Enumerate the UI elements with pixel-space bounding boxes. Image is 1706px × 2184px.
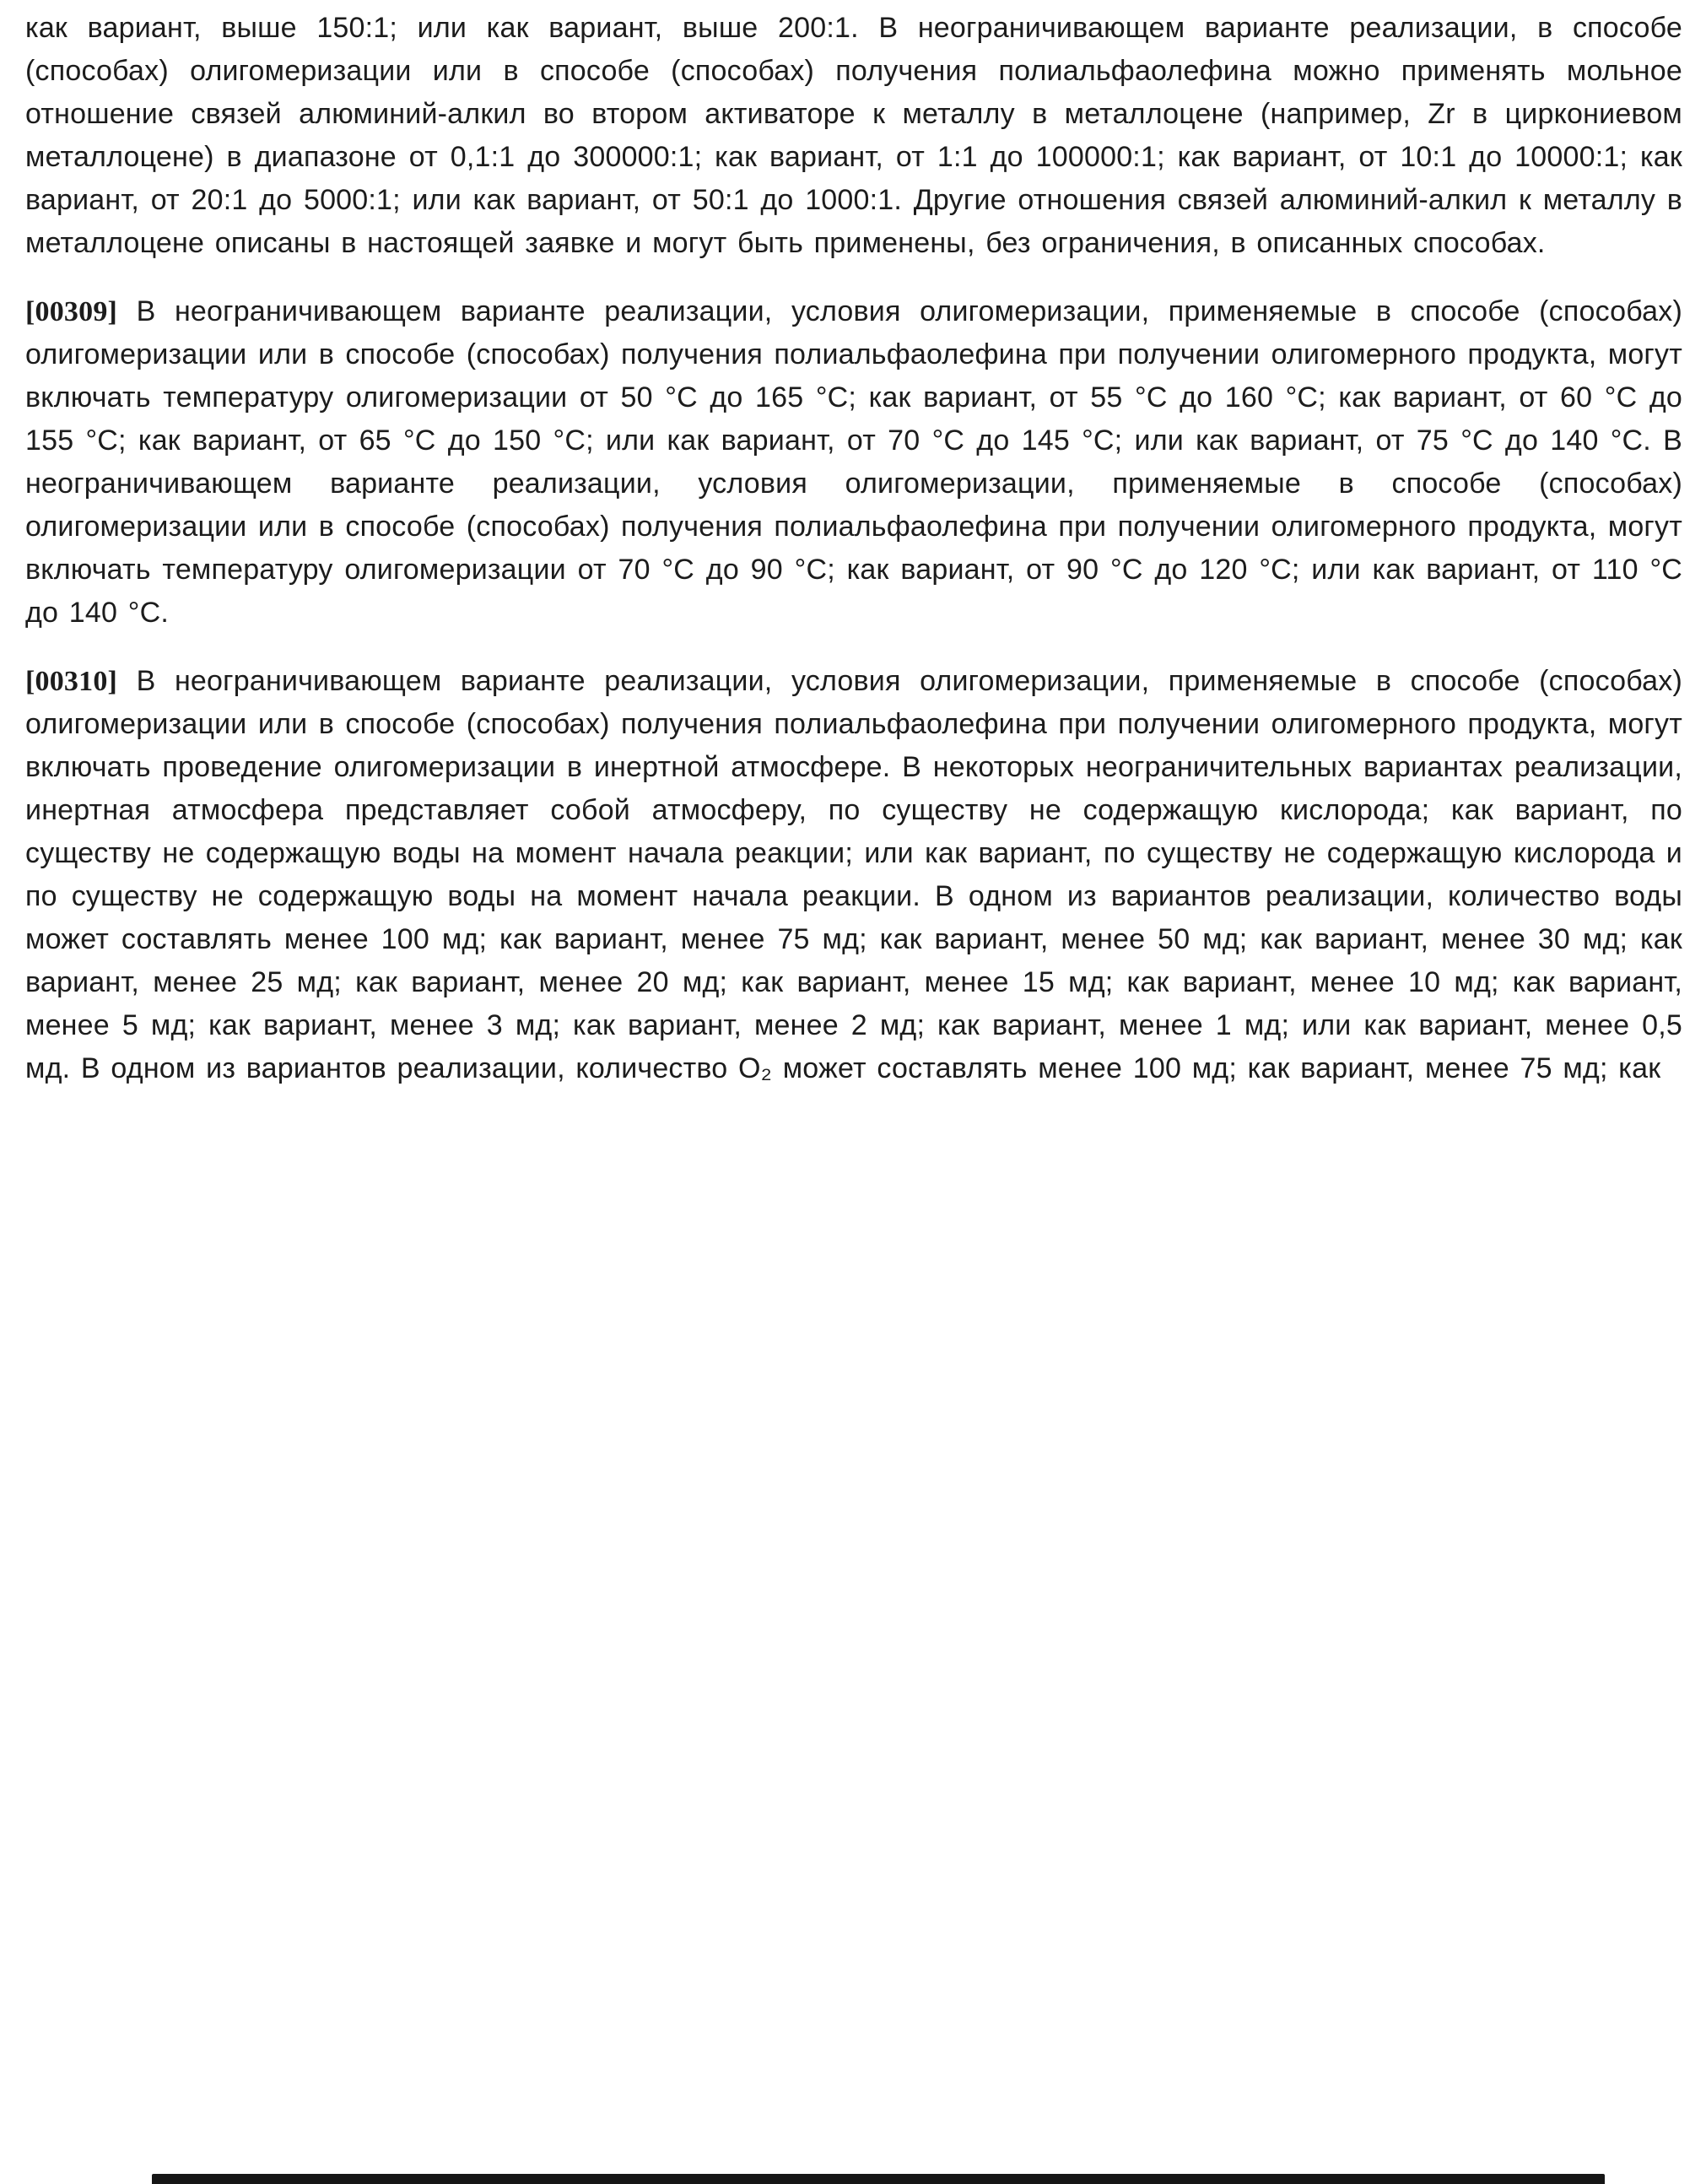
scan-edge-artifact xyxy=(152,2174,1605,2184)
paragraph-continuation xyxy=(25,7,1682,265)
paragraph-number: [00309] xyxy=(25,296,118,327)
paragraph-text: В неограничивающем варианте реализации, условия олигомеризации, применяемые в способе (способах) олигомеризации или в способе (способах) получения полиальфаолефина при получении олигомерного продукта, могут включать проведение олигомеризации в инертной атмосфере. В некоторых неограничительных вариантах реализации, инертная атмосфера представляет собой атмосферу, по существу не содержащую кислорода; как вариант, по существу не содержащую воды на момент начала реакции; или как вариант, по существу не содержащую кислорода и по существу не содержащую воды на момент начала реакции. В одном из вариантов реализации, количество воды может составлять менее 100 мд; как вариант, менее 75 мд; как вариант, менее 50 мд; как вариант, менее 30 мд; как вариант, менее 25 мд; как вариант, менее 20 мд; как вариант, менее 15 мд; как вариант, менее 10 мд; как вариант, менее 5 мд; как вариант, менее 3 мд; как вариант, менее 2 мд; как вариант, менее 1 мд; или как вариант, менее 0,5 мд. В одном из вариантов реализации, количество О₂ может составлять менее 100 мд; как вариант, менее 75 мд; как xyxy=(25,665,1682,1084)
paragraph-text: как вариант, выше 150:1; или как вариант, выше 200:1. В неограничивающем варианте реализации, в способе (способах) олигомеризации или в способе (способах) получения полиальфаолефина можно применять мольное отношение связей алюминий-алкил во втором активаторе к металлу в металлоцене (например, Zr в циркониевом металлоцене) в диапазоне от 0,1:1 до 300000:1; как вариант, от 1:1 до 100000:1; как вариант, от 10:1 до 10000:1; как вариант, от 20:1 до 5000:1; или как вариант, от 50:1 до 1000:1. Другие отношения связей алюминий-алкил к металлу в металлоцене описаны в настоящей заявке и могут быть применены, без ограничения, в описанных способах. xyxy=(25,12,1682,259)
paragraph-00309 xyxy=(25,290,1682,635)
paragraph-00310 xyxy=(25,660,1682,1090)
paragraph-text: В неограничивающем варианте реализации, условия олигомеризации, применяемые в способе (способах) олигомеризации или в способе (способах) получения полиальфаолефина при получении олигомерного продукта, могут включать температуру олигомеризации от 50 °С до 165 °С; как вариант, от 55 °С до 160 °С; как вариант, от 60 °С до 155 °С; как вариант, от 65 °С до 150 °С; или как вариант, от 70 °С до 145 °С; или как вариант, от 75 °С до 140 °С. В неограничивающем варианте реализации, условия олигомеризации, применяемые в способе (способах) олигомеризации или в способе (способах) получения полиальфаолефина при получении олигомерного продукта, могут включать температуру олигомеризации от 70 °С до 90 °С; как вариант, от 90 °С до 120 °С; или как вариант, от 110 °С до 140 °С. xyxy=(25,295,1682,629)
paragraph-number: [00310] xyxy=(25,666,118,697)
